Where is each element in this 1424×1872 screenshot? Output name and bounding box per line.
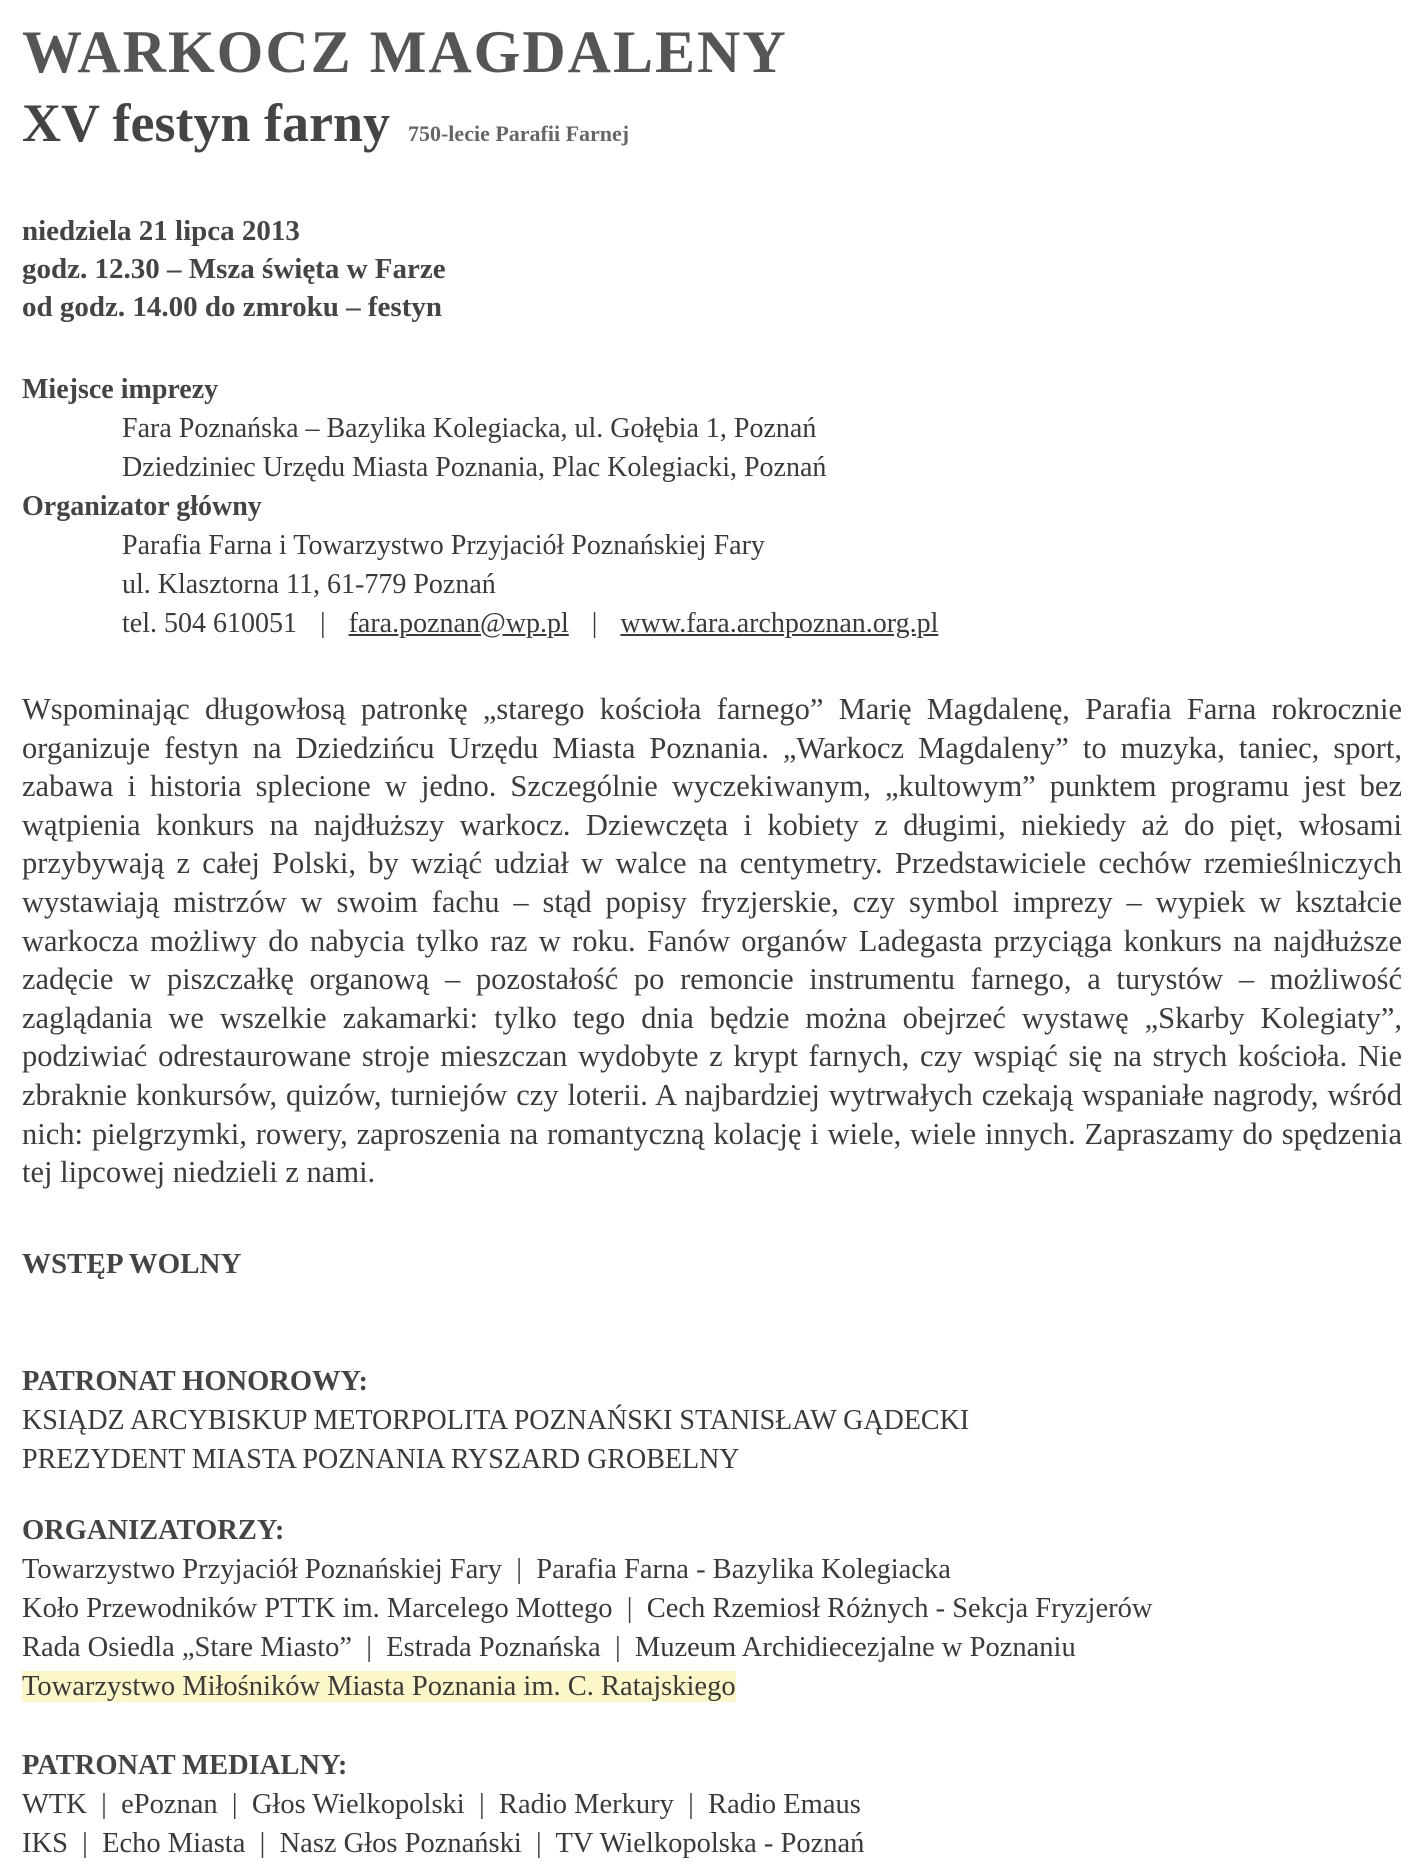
organizer-address: ul. Klasztorna 11, 61-779 Poznań — [122, 569, 496, 600]
honorary-patronage — [22, 1362, 969, 1479]
media-heading: PATRONAT MEDIALNY: — [22, 1750, 348, 1781]
contact-line — [22, 604, 938, 643]
festival-name: XV festyn farny — [22, 93, 390, 153]
venue-heading: Miejsce imprezy — [22, 374, 219, 405]
event-subtitle — [22, 93, 630, 153]
event-date: niedziela 21 lipca 2013 — [22, 215, 300, 247]
honorary-heading: PATRONAT HONOROWY: — [22, 1366, 368, 1397]
mass-time: godz. 12.30 – Msza święta w Farze — [22, 253, 446, 285]
schedule-block — [22, 212, 446, 326]
venue-line: Fara Poznańska – Bazylika Kolegiacka, ul. Gołębia 1, Poznań — [122, 413, 817, 444]
info-block — [22, 370, 938, 643]
media-patronage — [22, 1746, 864, 1863]
organizers-line: Towarzystwo Przyjaciół Poznańskiej Fary | Parafia Farna - Bazylika Kolegiacka — [22, 1554, 951, 1585]
anniversary-note: 750-lecie Parafii Farnej — [407, 121, 630, 146]
document-title: WARKOCZ MAGDALENY — [22, 19, 788, 85]
media-line: WTK | ePoznan | Głos Wielkopolski | Radio Merkury | Radio Emaus — [22, 1789, 861, 1820]
separator: | — [591, 608, 598, 639]
separator: | — [320, 608, 326, 639]
free-entry-notice: WSTĘP WOLNY — [22, 1248, 242, 1280]
organizers-section — [22, 1511, 1152, 1706]
phone-number: tel. 504 610051 — [122, 608, 297, 639]
highlighted-organizer: Towarzystwo Miłośników Miasta Poznania im. C. Ratajskiego — [22, 1671, 736, 1702]
email-link[interactable]: fara.poznan@wp.pl — [348, 608, 569, 639]
organizers-line: Koło Przewodników PTTK im. Marcelego Mottego | Cech Rzemiosł Różnych - Sekcja Fryzjerów — [22, 1593, 1153, 1624]
organizer-name: Parafia Farna i Towarzystwo Przyjaciół Poznańskiej Fary — [122, 530, 765, 561]
description-paragraph: Wspominając długowłosą patronkę „starego kościoła farnego” Marię Magdalenę, Parafia Farna rokrocznie organizuje festyn na Dziedzińcu Urzędu Miasta Poznania. „Warkocz Magdaleny” to muzyka, taniec, sport, zabawa i historia splecione w jedno. Szczególnie wyczekiwanym, „kultowym” punktem programu jest bez wątpienia konkurs na najdłuższy warkocz. Dziewczęta i kobiety z długimi, niekiedy aż do pięt, włosami przybywają z całej Polski, by wziąć udział w walce na centymetry. Przedstawiciele cechów rzemieślniczych wystawiają mistrzów w swoim fachu – stąd popisy fryzjerskie, czy symbol imprezy – wypiek w kształcie warkocza możliwy do nabycia tylko raz w roku. Fanów organów Ladegasta przyciąga konkurs na najdłuższe zadęcie w piszczałkę organową – pozostałość po remoncie instrumentu farnego, a turystów – możliwość zaglądania we wszelkie zakamarki: tylko tego dnia będzie można obejrzeć wystawę „Skarby Kolegiaty”, podziwiać odrestaurowane stroje mieszczan wydobyte z krypt farnych, czy wspiąć się na strych kościoła. Nie zbraknie konkursów, quizów, turniejów czy loterii. A najbardziej wytrwałych czekają wspaniałe nagrody, wśród nich: pielgrzymki, rowery, zaproszenia na romantyczną kolację i wiele, wiele innych. Zapraszamy do spędzenia tej lipcowej niedzieli z nami. — [22, 692, 1402, 1190]
media-line: IKS | Echo Miasta | Nasz Głos Poznański | TV Wielkopolska - Poznań — [22, 1828, 865, 1859]
organizers-heading: ORGANIZATORZY: — [22, 1515, 285, 1546]
honorary-patron: PREZYDENT MIASTA POZNANIA RYSZARD GROBELNY — [22, 1444, 740, 1475]
honorary-patron: KSIĄDZ ARCYBISKUP METORPOLITA POZNAŃSKI STANISŁAW GĄDECKI — [22, 1405, 970, 1436]
venue-line: Dziedziniec Urzędu Miasta Poznania, Plac Kolegiacki, Poznań — [122, 452, 827, 483]
website-link[interactable]: www.fara.archpoznan.org.pl — [620, 608, 939, 639]
organizers-line: Rada Osiedla „Stare Miasto” | Estrada Poznańska | Muzeum Archidiecezjalne w Poznaniu — [22, 1632, 1076, 1663]
organizer-heading: Organizator główny — [22, 491, 262, 522]
organizers-line — [22, 1667, 1152, 1706]
festival-time: od godz. 14.00 do zmroku – festyn — [22, 291, 442, 323]
